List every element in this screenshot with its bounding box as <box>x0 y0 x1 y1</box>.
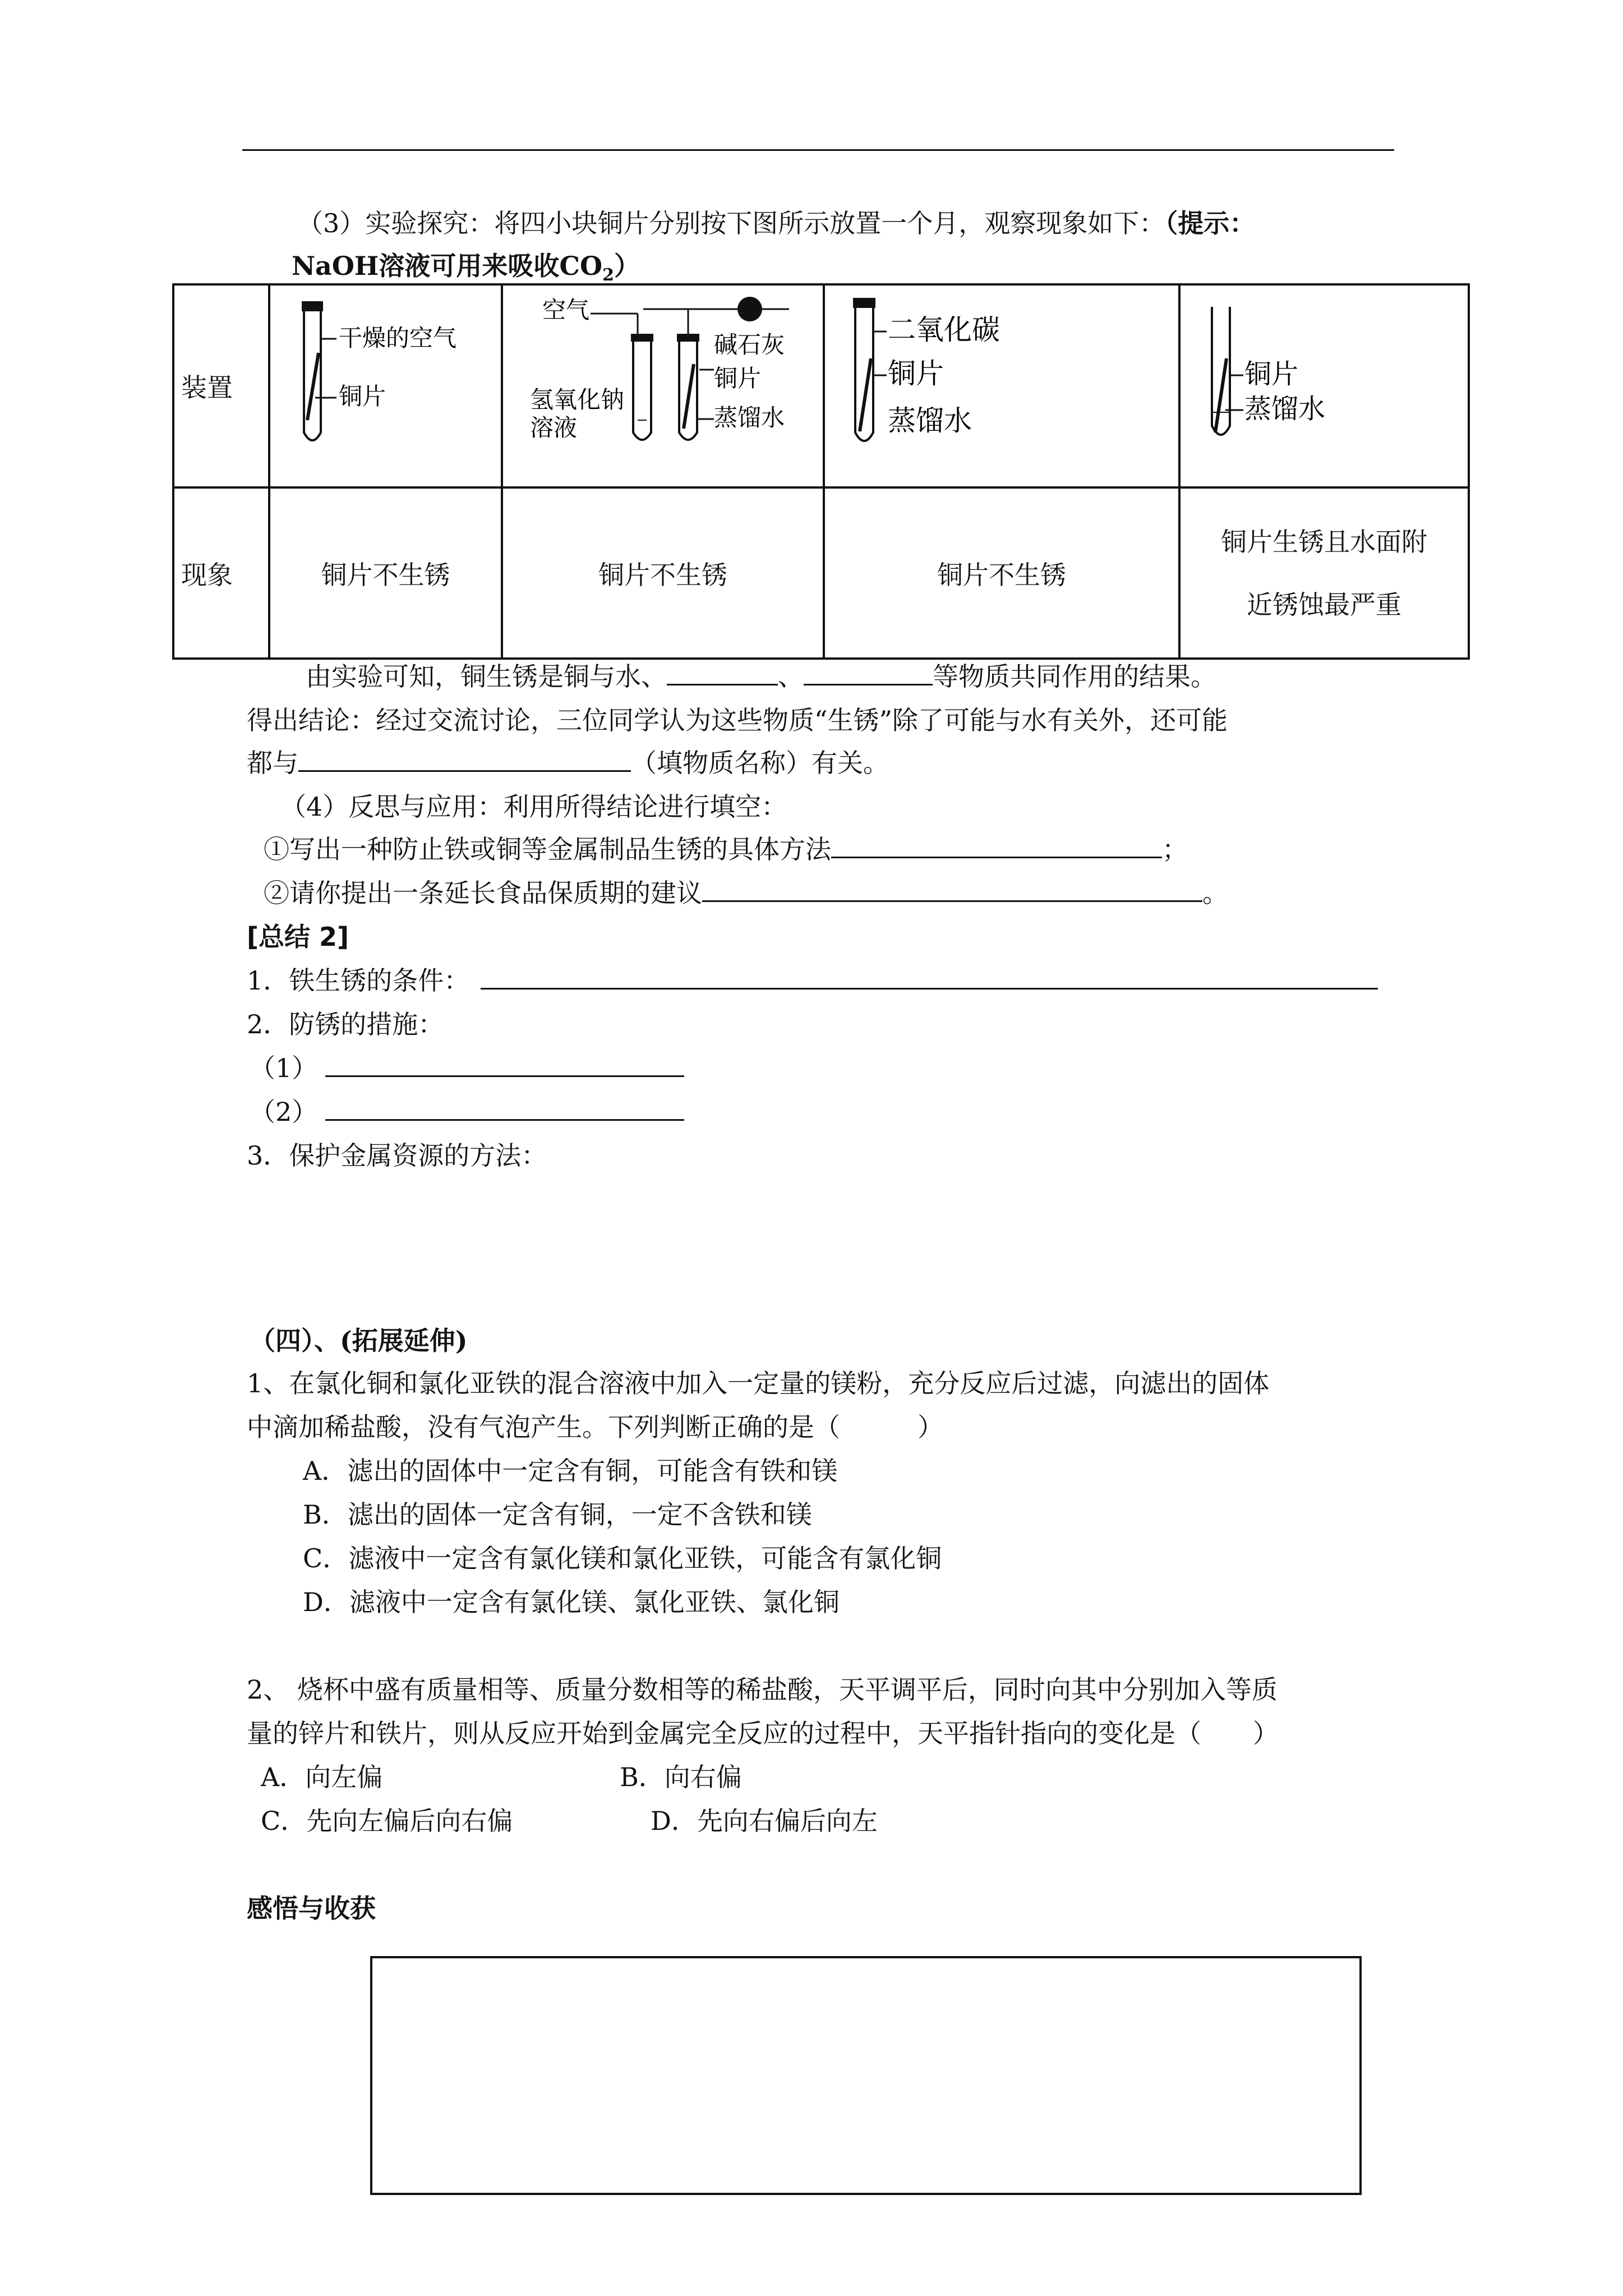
blank-substance[interactable] <box>298 744 631 772</box>
apparatus-2 <box>502 284 824 487</box>
label-copper-4: 铜片 <box>1244 358 1299 390</box>
extension-title: （四）、(拓展延伸) <box>250 1326 468 1356</box>
question-1-option-a[interactable]: A．滤出的固体中一定含有铜，可能含有铁和镁 <box>303 1456 838 1486</box>
row-label-observation: 现象 <box>173 487 269 659</box>
question-2-option-b[interactable]: B．向右偏 <box>620 1762 742 1792</box>
question-2-line-b: 量的锌片和铁片，则从反应开始到金属完全反应的过程中，天平指针指向的变化是（ ） <box>247 1718 1279 1749</box>
experiment-table <box>172 283 1470 660</box>
apparatus-1 <box>269 284 502 487</box>
question-1-option-c[interactable]: C．滤液中一定含有氯化镁和氯化亚铁，可能含有氯化铜 <box>303 1543 942 1573</box>
question-1-line-b: 中滴加稀盐酸，没有气泡产生。下列判断正确的是（ ） <box>247 1412 943 1442</box>
label-co2: 二氧化碳 <box>888 314 1000 346</box>
question-1-line-a: 1、在氯化铜和氯化亚铁的混合溶液中加入一定量的镁粉，充分反应后过滤，向滤出的固体 <box>247 1368 1270 1398</box>
label-dry-air: 干燥的空气 <box>339 324 457 352</box>
conclusion-line: 由实验可知，铜生锈是铜与水、 、 等物质共同作用的结果。 <box>306 656 1216 693</box>
summary-item-1: 1．铁生锈的条件： <box>247 960 1378 997</box>
observation-1: 铜片不生锈 <box>269 487 502 659</box>
row-label-apparatus: 装置 <box>173 284 269 487</box>
label-air: 空气 <box>542 296 590 324</box>
section4-title: （4）反思与应用：利用所得结论进行填空： <box>280 792 787 822</box>
label-naoh-2: 溶液 <box>530 414 578 441</box>
blank-rust-prevention[interactable] <box>831 831 1162 858</box>
label-naoh-1: 氢氧化钠 <box>530 386 625 413</box>
derive-line: 得出结论：经过交流讨论，三位同学认为这些物质“生锈”除了可能与水有关外，还可能 <box>247 705 1228 735</box>
question-1-option-d[interactable]: D．滤液中一定含有氯化镁、氯化亚铁、氯化铜 <box>303 1587 840 1617</box>
question-2-option-d[interactable]: D．先向右偏后向左 <box>651 1806 878 1836</box>
blank-conclusion-2[interactable] <box>804 658 933 685</box>
apparatus-4 <box>1179 284 1469 487</box>
reflection-box[interactable] <box>370 1956 1362 2195</box>
section3-intro: （3）实验探究：将四小块铜片分别按下图所示放置一个月，观察现象如下：（提示： <box>297 208 1256 238</box>
section4-q1: ①写出一种防止铁或铜等金属制品生锈的具体方法 ； <box>264 829 1188 866</box>
question-2-option-a[interactable]: A．向左偏 <box>261 1762 383 1792</box>
blank-rust-condition[interactable] <box>481 962 1378 990</box>
blank-measure-1[interactable] <box>325 1050 684 1077</box>
label-copper-2: 铜片 <box>714 365 762 392</box>
summary-item-2: 2．防锈的措施： <box>247 1009 444 1039</box>
apparatus-3 <box>824 284 1179 487</box>
blank-measure-2[interactable] <box>325 1093 684 1121</box>
summary-item-3: 3．保护金属资源的方法： <box>247 1140 547 1171</box>
derive-line-2: 都与 （填物质名称）有关。 <box>247 743 889 780</box>
section3-hint: NaOH溶液可用来吸收$CO_2$） <box>292 251 640 286</box>
header-rule <box>242 149 1394 151</box>
test-tube-water-icon <box>1181 286 1468 480</box>
label-water-4: 蒸馏水 <box>1244 393 1326 425</box>
label-water-2: 蒸馏水 <box>714 404 785 431</box>
reflection-title: 感悟与收获 <box>247 1893 376 1924</box>
question-2-line-a: 2、 烧杯中盛有质量相等、质量分数相等的稀盐酸，天平调平后，同时向其中分别加入等质 <box>247 1674 1278 1705</box>
test-tube-co2-icon <box>825 286 1178 480</box>
blank-food-advice[interactable] <box>702 875 1202 902</box>
test-tube-dry-air-icon <box>270 286 501 480</box>
table-row-apparatus <box>173 284 1469 487</box>
question-1-option-b[interactable]: B．滤出的固体一定含有铜，一定不含铁和镁 <box>303 1499 812 1530</box>
label-soda-lime: 碱石灰 <box>714 331 785 358</box>
label-copper-1: 铜片 <box>339 383 386 410</box>
question-2-option-c[interactable]: C．先向左偏后向右偏 <box>261 1806 513 1836</box>
table-row-observation <box>173 487 1469 659</box>
summary-title: [总结 2] <box>247 922 349 952</box>
section4-q2: ②请你提出一条延长食品保质期的建议 。 <box>264 873 1228 910</box>
label-water-3: 蒸馏水 <box>888 404 972 437</box>
blank-conclusion-1[interactable] <box>667 658 778 685</box>
observation-4: 铜片生锈且水面附 近锈蚀最严重 <box>1179 487 1469 659</box>
observation-3: 铜片不生锈 <box>824 487 1179 659</box>
summary-item-2-1: （1） <box>250 1048 684 1085</box>
summary-item-2-2: （2） <box>250 1092 684 1129</box>
label-copper-3: 铜片 <box>888 357 944 390</box>
test-tube-naoh-icon <box>503 286 823 480</box>
observation-2: 铜片不生锈 <box>502 487 824 659</box>
